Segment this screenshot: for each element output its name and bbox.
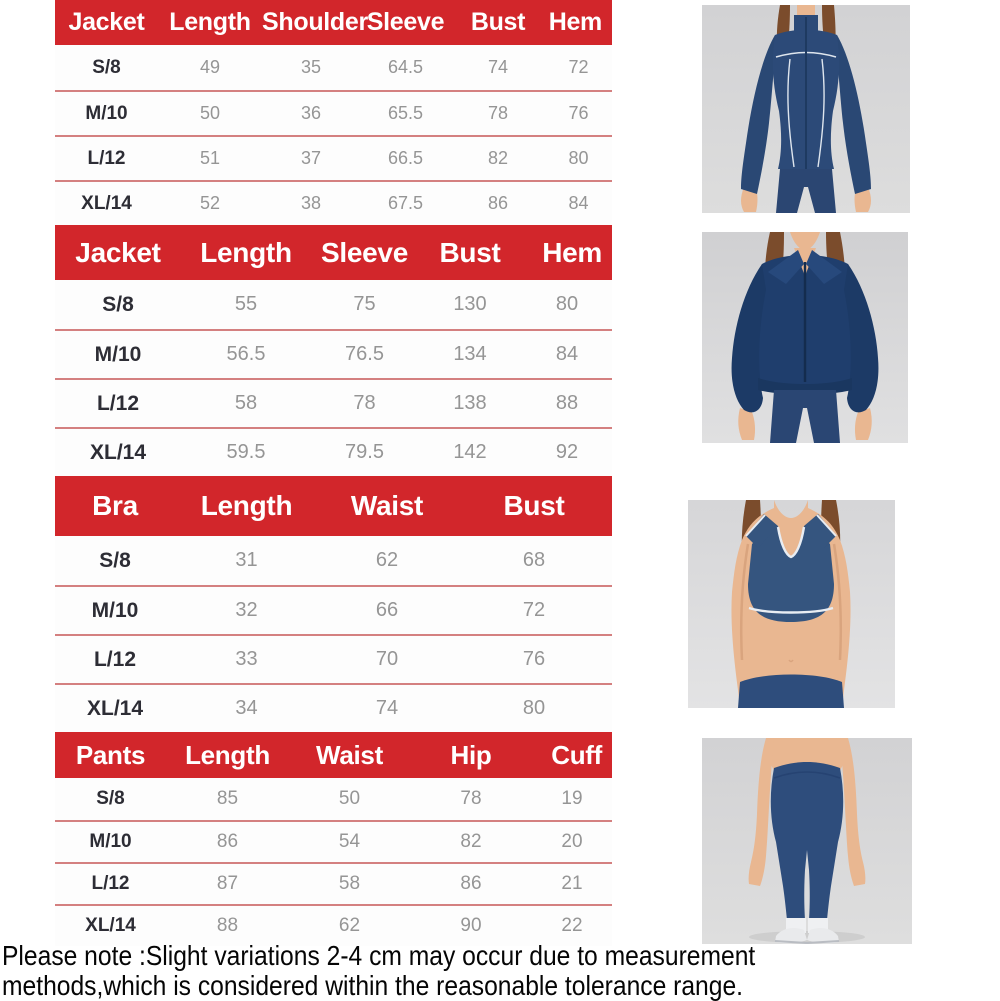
measurement-value: 72 bbox=[522, 599, 546, 621]
measurement-value: 52 bbox=[199, 193, 221, 213]
measurement-value: 20 bbox=[561, 831, 583, 852]
column-header: Shoulder bbox=[262, 8, 368, 36]
note-line-1: Please note :Slight variations 2-4 cm may occur due to measurement bbox=[2, 940, 756, 971]
measurement-value: 78 bbox=[353, 392, 376, 414]
size-label: XL/14 bbox=[81, 192, 132, 214]
measurement-value: 88 bbox=[555, 392, 579, 414]
measurement-value: 86 bbox=[216, 831, 239, 852]
table-row bbox=[55, 329, 612, 378]
size-label: S/8 bbox=[96, 788, 125, 809]
leggings-illustration bbox=[702, 738, 912, 944]
measurement-value: 72 bbox=[568, 57, 589, 77]
measurement-value: 49 bbox=[199, 57, 221, 77]
table-row bbox=[55, 585, 612, 634]
size-label: L/12 bbox=[91, 873, 130, 894]
table-row bbox=[55, 820, 612, 862]
measurement-value: 50 bbox=[338, 788, 361, 809]
size-label: XL/14 bbox=[85, 915, 136, 936]
measurement-value: 78 bbox=[460, 788, 482, 809]
column-header: Pants bbox=[75, 739, 146, 770]
size-label: L/12 bbox=[93, 647, 137, 671]
measurement-value: 38 bbox=[300, 193, 322, 213]
measurement-value: 59.5 bbox=[226, 441, 266, 463]
measurement-value: 36 bbox=[300, 103, 322, 123]
table-row bbox=[55, 536, 612, 585]
table-row bbox=[55, 862, 612, 904]
measurement-value: 92 bbox=[555, 441, 579, 463]
measurement-value: 142 bbox=[453, 441, 487, 463]
measurement-value: 86 bbox=[460, 873, 482, 894]
measurement-value: 37 bbox=[300, 148, 322, 168]
measurement-value: 84 bbox=[568, 193, 589, 213]
size-label: L/12 bbox=[87, 147, 126, 169]
column-header: Sleeve bbox=[366, 8, 445, 36]
size-label: L/12 bbox=[96, 391, 140, 415]
table-row bbox=[55, 427, 612, 476]
size-label: S/8 bbox=[99, 548, 131, 572]
size-label: M/10 bbox=[91, 598, 139, 622]
measurement-value: 64.5 bbox=[387, 57, 424, 77]
size-label: M/10 bbox=[89, 831, 132, 852]
table-header-row bbox=[55, 225, 612, 280]
measurement-value: 79.5 bbox=[345, 441, 384, 463]
measurement-value: 22 bbox=[561, 915, 583, 936]
size-table-pants bbox=[55, 732, 612, 946]
measurement-value: 68 bbox=[522, 549, 546, 571]
measurement-value: 134 bbox=[453, 343, 487, 365]
table-row bbox=[55, 378, 612, 427]
column-header: Bust bbox=[503, 490, 565, 521]
measurement-value: 76.5 bbox=[345, 343, 384, 365]
measurement-value: 138 bbox=[453, 392, 487, 414]
table-header-row bbox=[55, 0, 612, 45]
measurement-value: 82 bbox=[487, 148, 509, 168]
table-row bbox=[55, 683, 612, 732]
measurement-value: 78 bbox=[487, 103, 509, 123]
size-label: S/8 bbox=[102, 292, 134, 316]
measurement-value: 55 bbox=[234, 293, 258, 315]
measurement-value: 62 bbox=[375, 549, 399, 571]
size-table-jacket bbox=[55, 0, 612, 225]
measurement-value: 130 bbox=[453, 293, 487, 315]
product-photo-fitted-jacket bbox=[702, 5, 910, 213]
measurement-value: 85 bbox=[216, 788, 239, 809]
size-label: XL/14 bbox=[89, 440, 147, 464]
measurement-value: 32 bbox=[235, 599, 258, 621]
sports-bra-illustration bbox=[688, 500, 895, 708]
measurement-value: 84 bbox=[555, 343, 579, 365]
measurement-value: 80 bbox=[522, 697, 546, 719]
measurement-value: 56.5 bbox=[226, 343, 266, 365]
column-header: Waist bbox=[316, 739, 383, 770]
column-header: Waist bbox=[350, 490, 424, 521]
column-header: Length bbox=[169, 8, 251, 36]
measurement-value: 21 bbox=[561, 873, 583, 894]
measurement-value: 67.5 bbox=[387, 193, 424, 213]
table-row bbox=[55, 90, 612, 135]
size-label: S/8 bbox=[92, 56, 121, 78]
measurement-value: 80 bbox=[568, 148, 589, 168]
measurement-value: 66.5 bbox=[387, 148, 424, 168]
table-header-row bbox=[55, 476, 612, 536]
measurement-value: 50 bbox=[199, 103, 221, 123]
column-header: Length bbox=[185, 739, 270, 770]
column-header: Hem bbox=[542, 236, 602, 268]
fitted-jacket-illustration bbox=[702, 5, 910, 213]
table-row bbox=[55, 135, 612, 180]
table-row bbox=[55, 634, 612, 683]
measurement-value: 31 bbox=[235, 549, 258, 571]
note-line-2: methods,which is considered within the reasonable tolerance range. bbox=[2, 970, 744, 1001]
measurement-value: 51 bbox=[199, 148, 221, 168]
column-header: Sleeve bbox=[321, 236, 408, 268]
measurement-value: 58 bbox=[234, 392, 258, 414]
measurement-value: 86 bbox=[487, 193, 509, 213]
column-header: Length bbox=[200, 236, 292, 268]
size-label: M/10 bbox=[94, 342, 142, 366]
column-header: Bra bbox=[92, 490, 138, 521]
size-label: M/10 bbox=[85, 102, 128, 124]
product-photo-leggings bbox=[702, 738, 912, 944]
measurement-value: 80 bbox=[555, 293, 579, 315]
column-header: Cuff bbox=[551, 739, 602, 770]
column-header: Hem bbox=[548, 8, 602, 36]
table-row bbox=[55, 778, 612, 820]
measurement-value: 70 bbox=[375, 648, 399, 670]
table-row bbox=[55, 45, 612, 90]
measurement-value: 54 bbox=[338, 831, 361, 852]
measurement-value: 34 bbox=[235, 697, 258, 719]
product-photo-sports-bra bbox=[688, 500, 895, 708]
table-header-row bbox=[55, 732, 612, 778]
measurement-value: 74 bbox=[375, 697, 399, 719]
measurement-value: 33 bbox=[235, 648, 258, 670]
column-header: Jacket bbox=[75, 236, 161, 268]
measurement-value: 74 bbox=[487, 57, 509, 77]
size-table-jacket bbox=[55, 225, 612, 476]
size-table-bra bbox=[55, 476, 612, 732]
measurement-value: 76 bbox=[568, 103, 589, 123]
measurement-value: 35 bbox=[300, 57, 322, 77]
measurement-value: 87 bbox=[216, 873, 239, 894]
measurement-value: 75 bbox=[353, 293, 376, 315]
measurement-value: 19 bbox=[561, 788, 583, 809]
measurement-value: 58 bbox=[338, 873, 361, 894]
column-header: Bust bbox=[470, 8, 526, 36]
table-row bbox=[55, 180, 612, 225]
column-header: Bust bbox=[439, 236, 501, 268]
measurement-value: 65.5 bbox=[387, 103, 424, 123]
measurement-value: 76 bbox=[522, 648, 546, 670]
measurement-value: 62 bbox=[338, 915, 361, 936]
size-label: XL/14 bbox=[86, 696, 144, 720]
column-header: Jacket bbox=[68, 8, 145, 36]
product-photo-loose-jacket bbox=[702, 232, 908, 443]
measurement-value: 66 bbox=[375, 599, 399, 621]
tolerance-note bbox=[2, 941, 755, 1001]
table-row bbox=[55, 280, 612, 329]
column-header: Length bbox=[200, 490, 293, 521]
measurement-value: 90 bbox=[460, 915, 482, 936]
measurement-value: 88 bbox=[216, 915, 239, 936]
column-header: Hip bbox=[450, 739, 492, 770]
measurement-value: 82 bbox=[460, 831, 482, 852]
loose-jacket-illustration bbox=[702, 232, 908, 443]
